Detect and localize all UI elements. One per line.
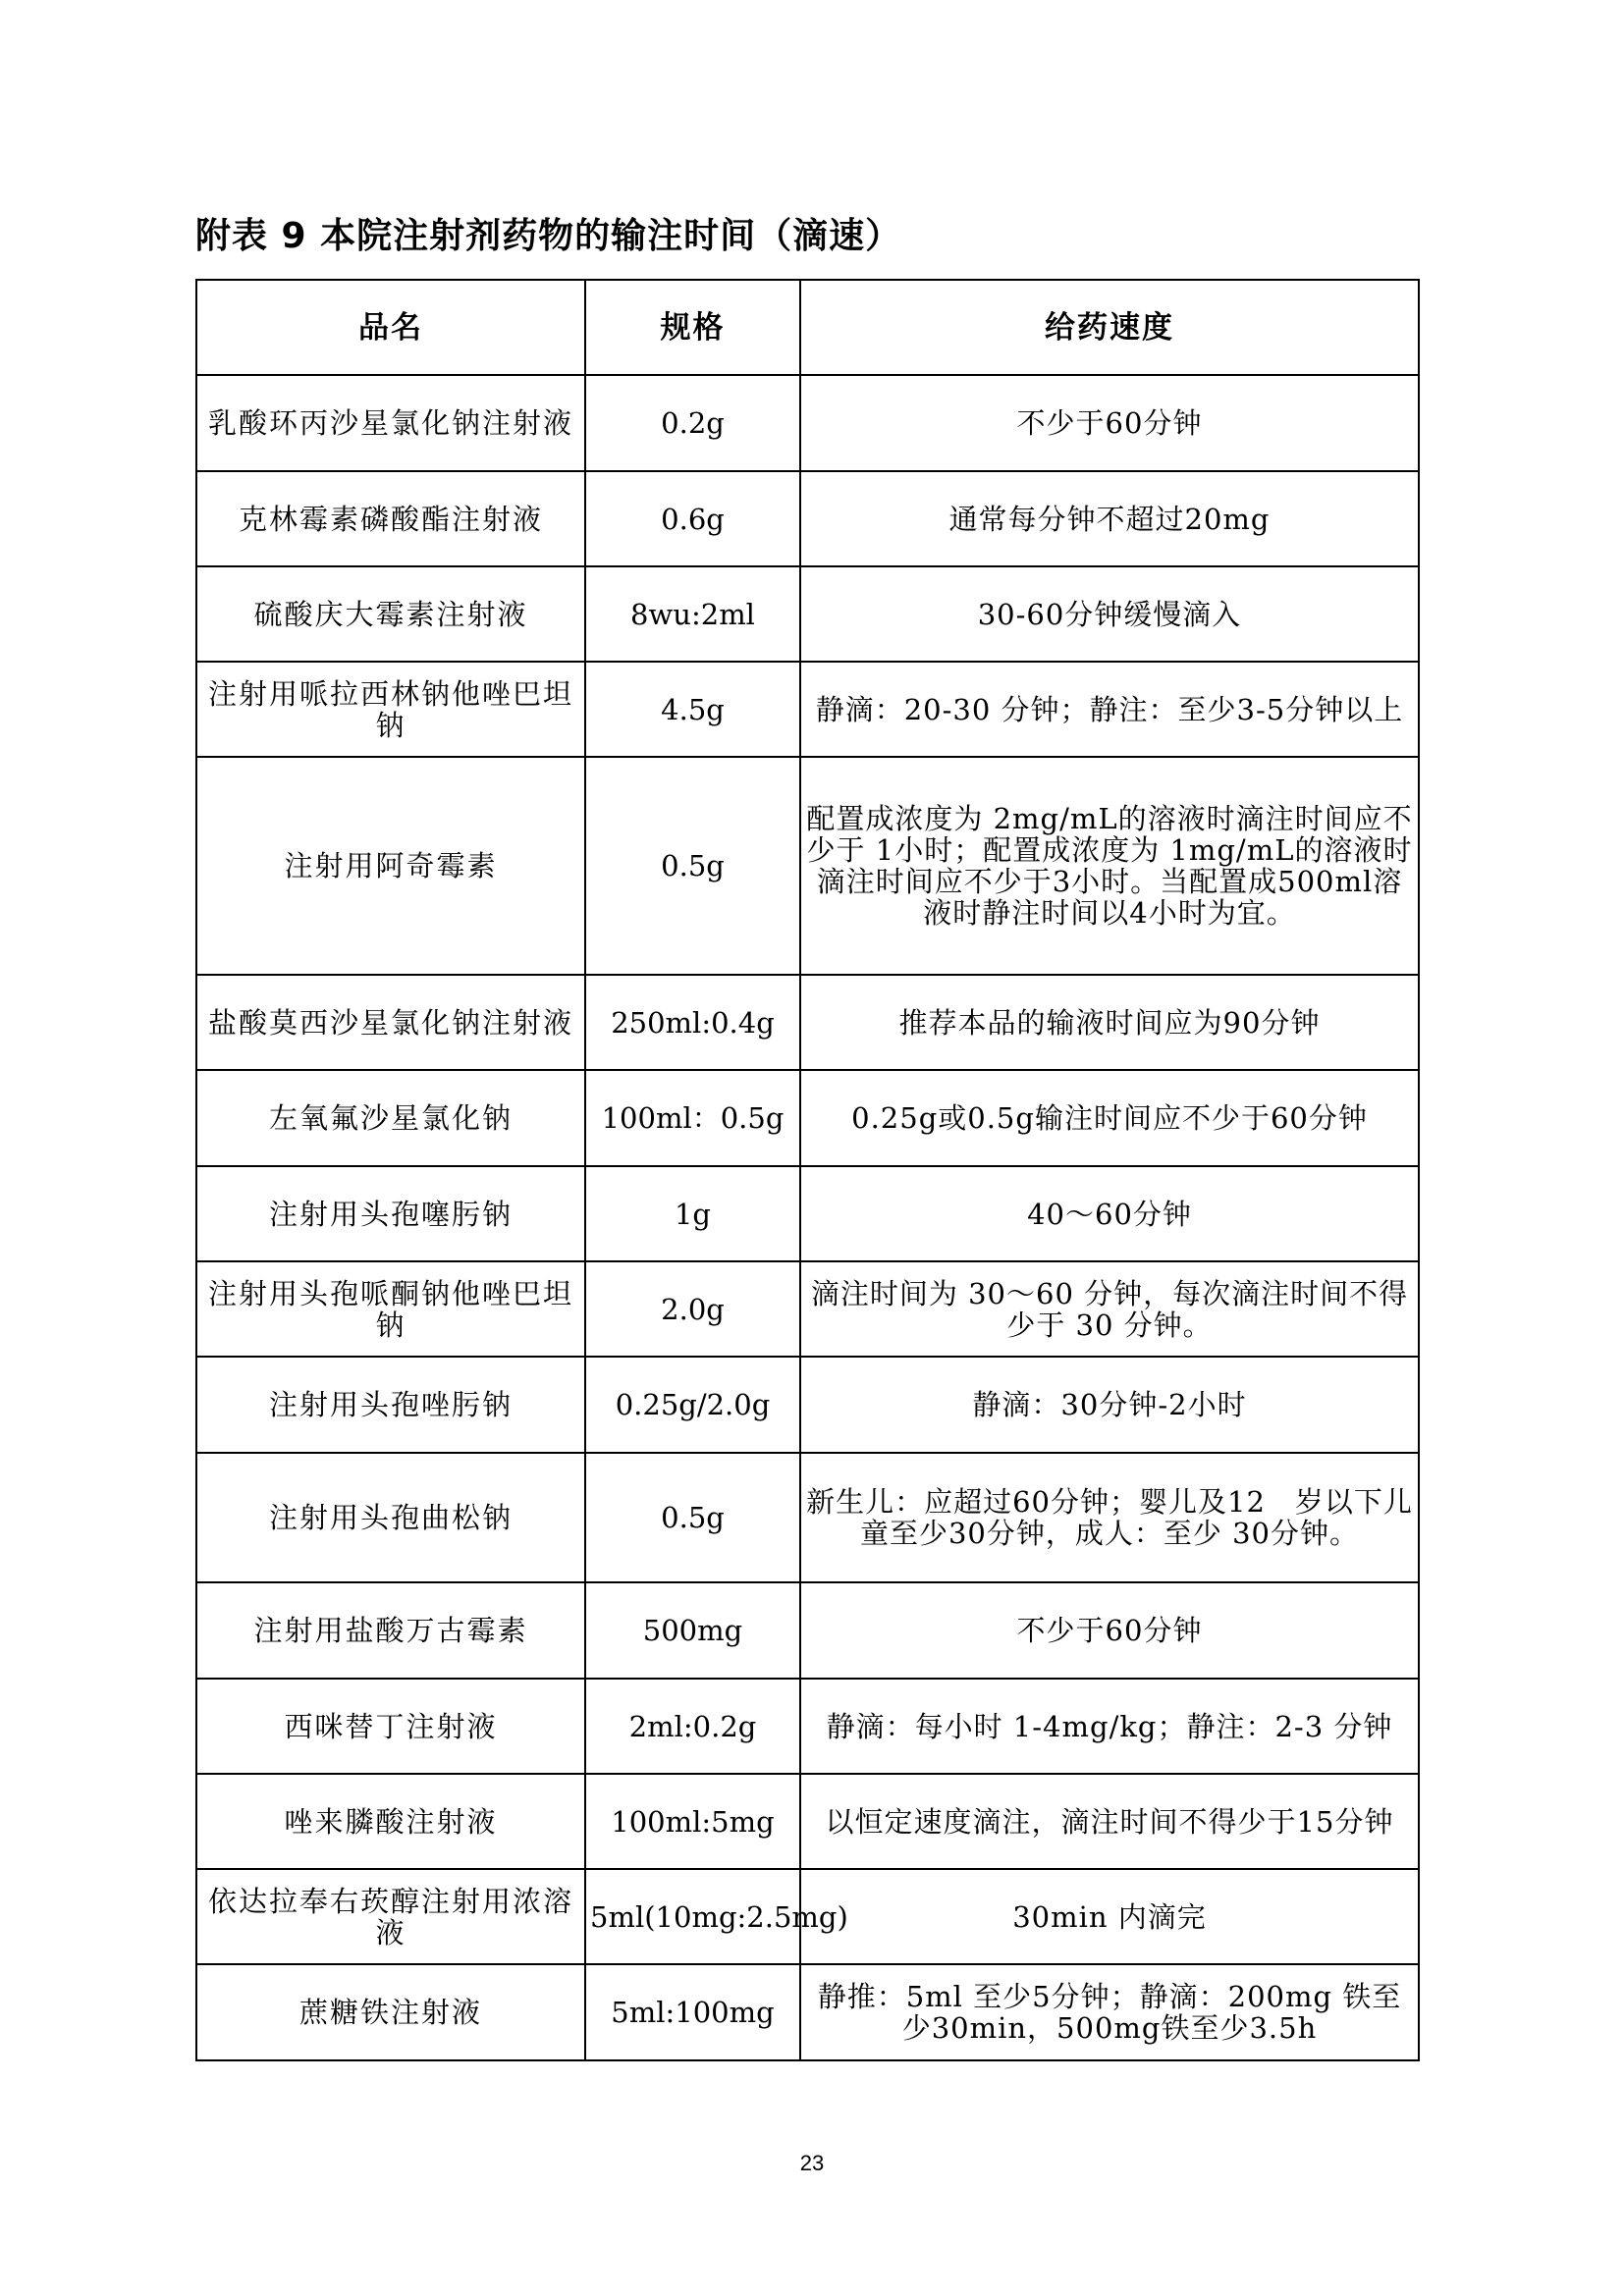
spec-cell: 100ml:5mg	[585, 1774, 800, 1869]
header-specification: 规格	[585, 280, 800, 375]
drug-name-cell: 注射用阿奇霉素	[196, 757, 585, 975]
rate-cell: 滴注时间为 30～60 分钟，每次滴注时间不得少于 30 分钟。	[800, 1261, 1419, 1357]
drug-name-cell: 乳酸环丙沙星氯化钠注射液	[196, 375, 585, 471]
drug-name-cell: 注射用头孢唑肟钠	[196, 1357, 585, 1453]
table-row	[196, 662, 1419, 757]
rate-cell: 静推：5ml 至少5分钟；静滴：200mg 铁至少30min，500mg铁至少3.5h	[800, 1964, 1419, 2060]
spec-cell: 2ml:0.2g	[585, 1679, 800, 1774]
spec-cell: 500mg	[585, 1582, 800, 1679]
drug-name-cell: 西咪替丁注射液	[196, 1679, 585, 1774]
drug-name-cell: 注射用头孢曲松钠	[196, 1453, 585, 1582]
rate-cell: 新生儿：应超过60分钟；婴儿及12 岁以下儿童至少30分钟，成人：至少 30分钟。	[800, 1453, 1419, 1582]
rate-cell: 静滴：20-30 分钟；静注：至少3-5分钟以上	[800, 662, 1419, 757]
table-row	[196, 375, 1419, 471]
rate-cell: 不少于60分钟	[800, 375, 1419, 471]
spec-cell: 5ml(10mg:2.5mg)	[585, 1869, 800, 1964]
spec-cell: 100ml：0.5g	[585, 1070, 800, 1166]
drug-name-cell: 硫酸庆大霉素注射液	[196, 566, 585, 662]
spec-cell: 0.5g	[585, 1453, 800, 1582]
drug-name-cell: 注射用头孢哌酮钠他唑巴坦钠	[196, 1261, 585, 1357]
drug-name-cell: 依达拉奉右莰醇注射用浓溶液	[196, 1869, 585, 1964]
infusion-time-table	[195, 279, 1420, 2061]
rate-cell: 0.25g或0.5g输注时间应不少于60分钟	[800, 1070, 1419, 1166]
table-header-row	[196, 280, 1419, 375]
rate-cell: 静滴：30分钟-2小时	[800, 1357, 1419, 1453]
drug-name-cell: 注射用哌拉西林钠他唑巴坦钠	[196, 662, 585, 757]
drug-name-cell: 注射用盐酸万古霉素	[196, 1582, 585, 1679]
rate-cell: 推荐本品的输液时间应为90分钟	[800, 975, 1419, 1070]
table-row	[196, 1261, 1419, 1357]
table-row	[196, 1453, 1419, 1582]
spec-cell: 0.25g/2.0g	[585, 1357, 800, 1453]
drug-name-cell: 左氧氟沙星氯化钠	[196, 1070, 585, 1166]
table-row	[196, 566, 1419, 662]
rate-cell: 静滴：每小时 1-4mg/kg；静注：2-3 分钟	[800, 1679, 1419, 1774]
spec-cell: 2.0g	[585, 1261, 800, 1357]
table-row	[196, 1964, 1419, 2060]
page-title: 附表 9 本院注射剂药物的输注时间（滴速）	[195, 216, 902, 256]
table-row	[196, 1869, 1419, 1964]
page-number: 23	[799, 2151, 825, 2175]
rate-cell: 30-60分钟缓慢滴入	[800, 566, 1419, 662]
drug-name-cell: 盐酸莫西沙星氯化钠注射液	[196, 975, 585, 1070]
spec-cell: 1g	[585, 1166, 800, 1261]
header-drug-name: 品名	[196, 280, 585, 375]
spec-cell: 0.2g	[585, 375, 800, 471]
table-row	[196, 1774, 1419, 1869]
drug-name-cell: 注射用头孢噻肟钠	[196, 1166, 585, 1261]
table-row	[196, 471, 1419, 566]
spec-cell: 250ml:0.4g	[585, 975, 800, 1070]
table-row	[196, 1582, 1419, 1679]
rate-cell: 不少于60分钟	[800, 1582, 1419, 1679]
table-row	[196, 757, 1419, 975]
spec-cell: 8wu:2ml	[585, 566, 800, 662]
table-row	[196, 1166, 1419, 1261]
table-row	[196, 1679, 1419, 1774]
rate-cell: 配置成浓度为 2mg/mL的溶液时滴注时间应不少于 1小时；配置成浓度为 1mg/mL的溶液时滴注时间应不少于3小时。当配置成500ml溶液时静注时间以4小时为宜。	[800, 757, 1419, 975]
spec-cell: 0.6g	[585, 471, 800, 566]
rate-cell: 通常每分钟不超过20mg	[800, 471, 1419, 566]
drug-name-cell: 唑来膦酸注射液	[196, 1774, 585, 1869]
drug-name-cell: 克林霉素磷酸酯注射液	[196, 471, 585, 566]
rate-cell: 30min 内滴完	[800, 1869, 1419, 1964]
table-row	[196, 1357, 1419, 1453]
rate-cell: 以恒定速度滴注，滴注时间不得少于15分钟	[800, 1774, 1419, 1869]
drug-name-cell: 蔗糖铁注射液	[196, 1964, 585, 2060]
spec-cell: 5ml:100mg	[585, 1964, 800, 2060]
table-row	[196, 975, 1419, 1070]
spec-cell: 0.5g	[585, 757, 800, 975]
table-row	[196, 1070, 1419, 1166]
header-infusion-rate: 给药速度	[800, 280, 1419, 375]
spec-cell: 4.5g	[585, 662, 800, 757]
rate-cell: 40～60分钟	[800, 1166, 1419, 1261]
